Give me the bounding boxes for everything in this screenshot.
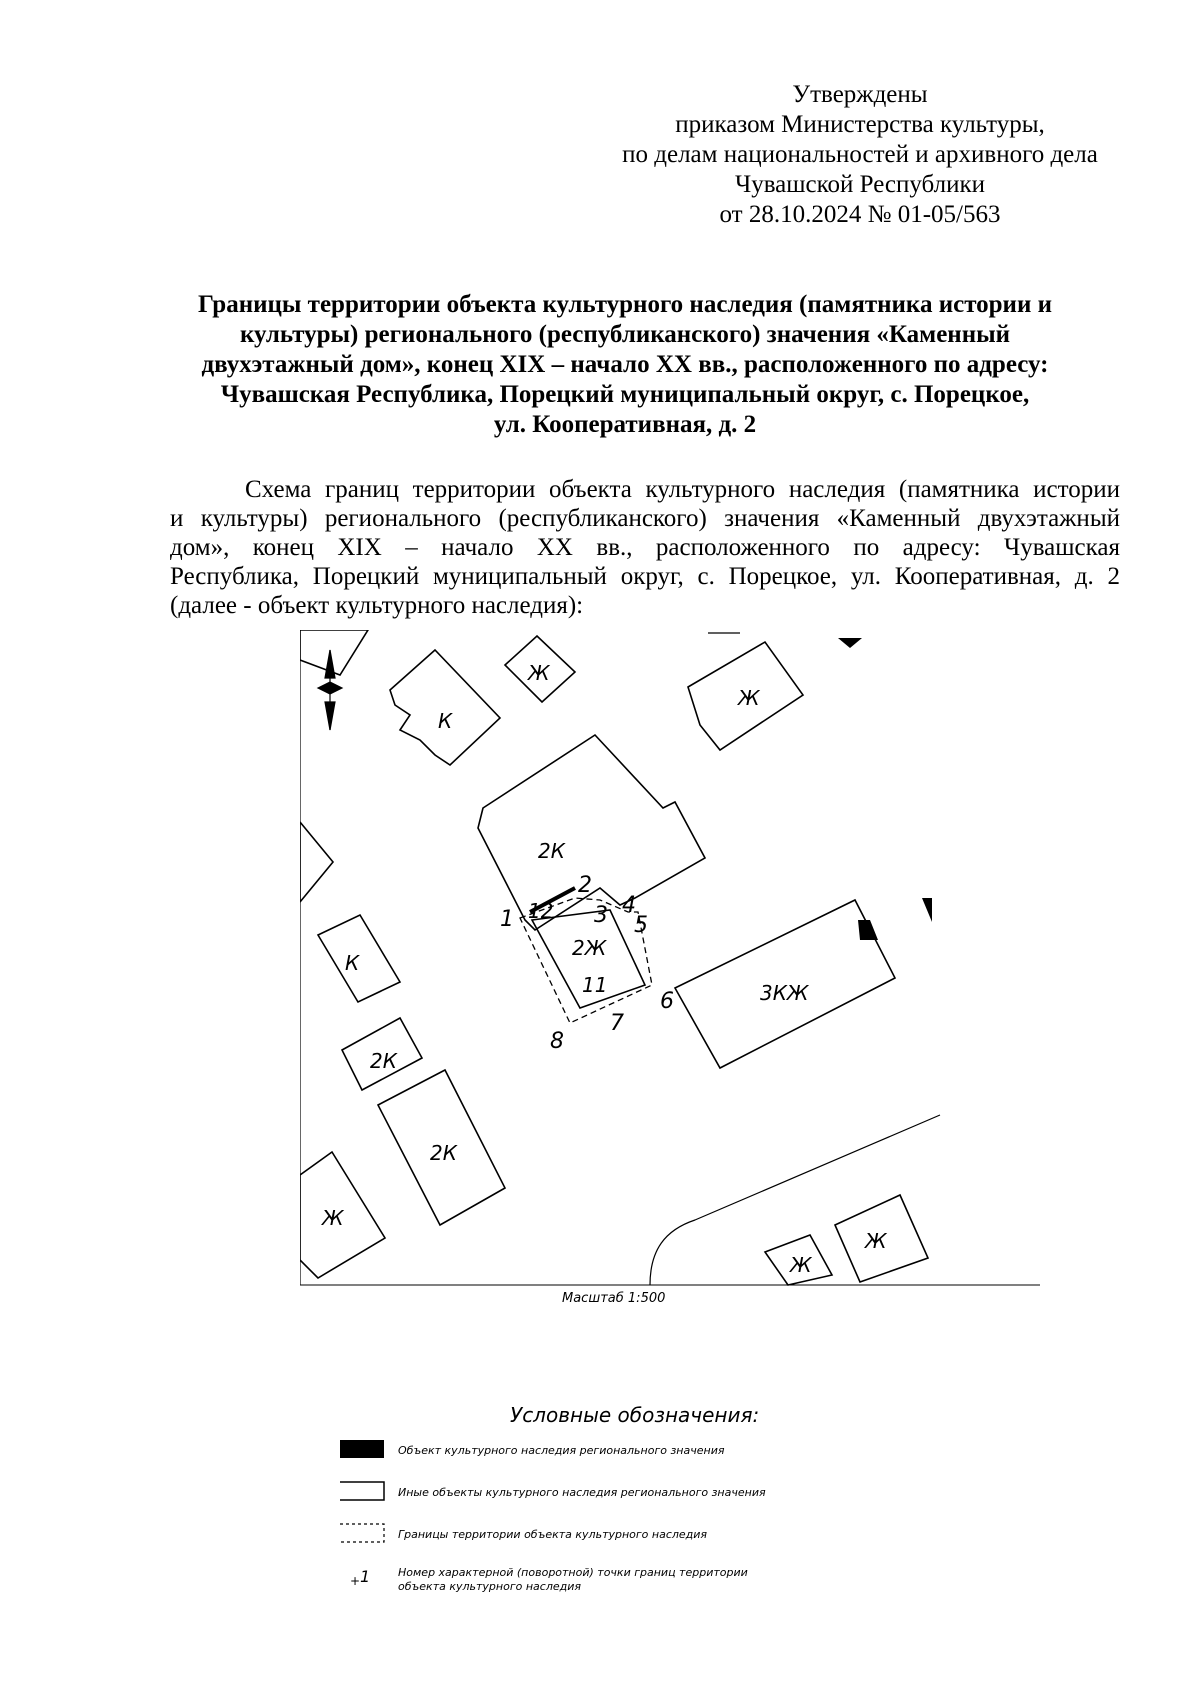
- label-zh-bottom-right: Ж: [865, 1229, 887, 1253]
- north-arrow-icon: [318, 650, 342, 730]
- point-4: 4: [622, 893, 636, 918]
- title-line: двухэтажный дом», конец XIX – начало XX вв., расположенного по адресу:: [201, 351, 1049, 378]
- label-2k-lower: 2К: [430, 1141, 457, 1165]
- heritage-fill-3kzh: [858, 920, 878, 940]
- building-2k-main: [478, 735, 705, 930]
- point-3: 3: [594, 903, 608, 928]
- paragraph-line: Республика, Порецкий муниципальный округ, с. Порецкое, ул. Кооперативная, д. 2: [170, 563, 1120, 590]
- label-zh-top-right: Ж: [738, 686, 760, 710]
- label-2k-main: 2К: [538, 839, 565, 863]
- legend-point-marker: 1: [360, 1567, 371, 1586]
- legend-item: Номер характерной (поворотной) точки границ территории: [398, 1566, 748, 1579]
- map-marker-top-right: [838, 638, 862, 648]
- label-zh-bottom-small: Ж: [790, 1253, 812, 1277]
- title-line: культуры) регионального (республиканского) значения «Каменный: [239, 321, 1011, 348]
- point-7: 7: [610, 1011, 624, 1036]
- legend-swatch-heritage: [340, 1440, 384, 1458]
- title-line: ул. Кооперативная, д. 2: [493, 411, 757, 438]
- legend-title: Условные обозначения:: [510, 1403, 760, 1427]
- map-marker-right: [922, 898, 932, 922]
- document-title: [150, 290, 1100, 440]
- label-12: 12: [528, 899, 554, 923]
- building-wedge-top-left: [300, 630, 368, 675]
- boundary-scheme-map: [300, 630, 1040, 1400]
- legend-point-marker-plus: +: [350, 1574, 361, 1588]
- paragraph-line: (далее - объект культурного наследия):: [170, 592, 584, 619]
- approval-line: Чувашской Республики: [734, 171, 986, 198]
- legend-swatch-other-heritage: [340, 1482, 384, 1500]
- legend-item: Границы территории объекта культурного наследия: [398, 1528, 708, 1541]
- label-k-left: К: [345, 951, 360, 975]
- point-2: 2: [578, 873, 592, 898]
- approval-line: от 28.10.2024 № 01-05/563: [719, 201, 1001, 228]
- approval-line: по делам национальностей и архивного дела: [622, 141, 1098, 168]
- title-line: Чувашская Республика, Порецкий муниципальный округ, с. Порецкое,: [220, 381, 1030, 408]
- point-1: 1: [500, 907, 514, 932]
- map-scale: Масштаб 1:500: [562, 1291, 666, 1306]
- label-3kzh: 3КЖ: [760, 981, 809, 1005]
- point-8: 8: [550, 1029, 564, 1054]
- label-2k-left: 2К: [370, 1049, 397, 1073]
- legend-item: Объект культурного наследия регионального значения: [398, 1444, 725, 1457]
- building-k-top: [390, 650, 500, 765]
- label-11: 11: [582, 973, 608, 997]
- paragraph-line: Схема границ территории объекта культурного наследия (памятника истории: [245, 476, 1120, 503]
- approval-line: Утверждены: [792, 81, 928, 108]
- legend-swatch-territory: [340, 1524, 384, 1542]
- point-6: 6: [660, 989, 674, 1014]
- label-zh-top-small: Ж: [528, 661, 550, 685]
- point-5: 5: [634, 913, 648, 938]
- label-zh-bottom-left: Ж: [322, 1206, 344, 1230]
- building-wedge-left: [300, 822, 333, 902]
- legend-item: Иные объекты культурного наследия регионального значения: [398, 1486, 766, 1499]
- title-line: Границы территории объекта культурного наследия (памятника истории и: [197, 291, 1053, 318]
- description-paragraph: [170, 475, 1120, 620]
- map-legend: [340, 1400, 900, 1610]
- approval-block: [600, 80, 1120, 230]
- paragraph-line: дом», конец XIX – начало XX вв., расположенного по адресу: Чувашская: [170, 534, 1120, 561]
- label-k-top: К: [438, 709, 453, 733]
- paragraph-line: и культуры) регионального (республиканского) значения «Каменный двухэтажный: [170, 505, 1120, 532]
- legend-item: объекта культурного наследия: [398, 1580, 581, 1593]
- approval-line: приказом Министерства культуры,: [675, 111, 1045, 138]
- label-2zh: 2Ж: [572, 936, 607, 960]
